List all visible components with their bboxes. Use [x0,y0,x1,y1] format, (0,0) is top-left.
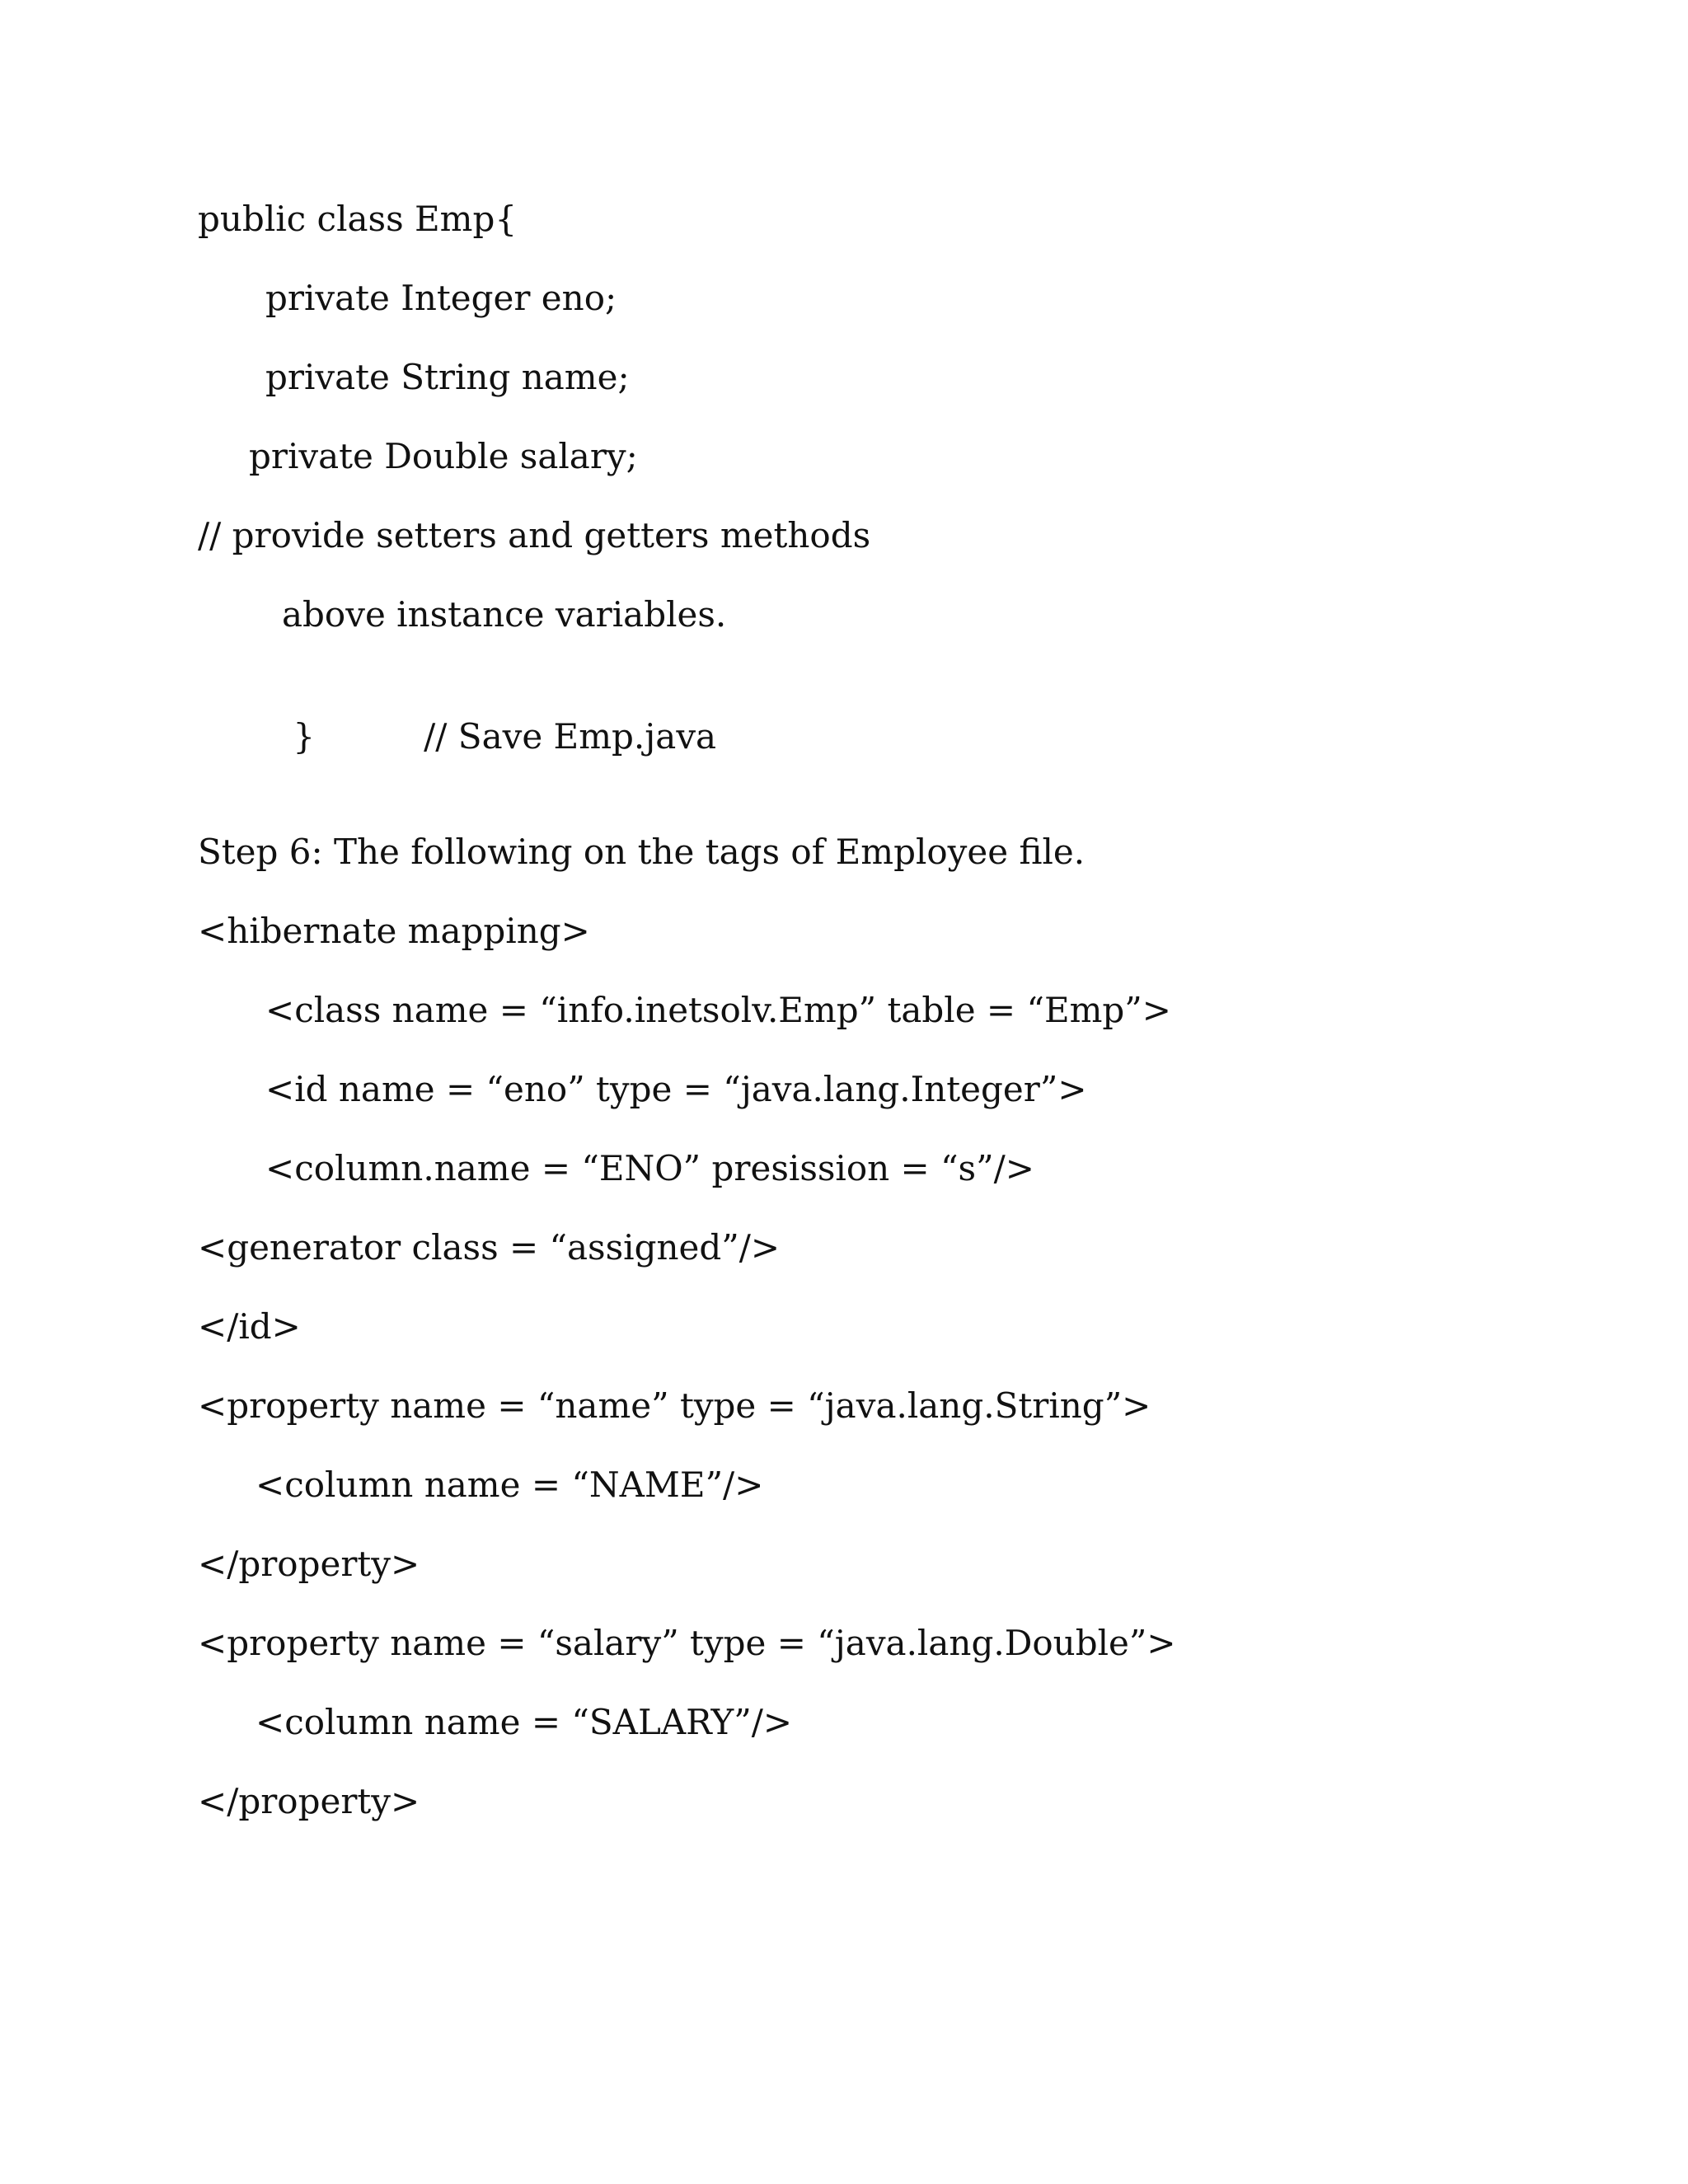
java-field-name: private String name; [265,357,630,397]
java-class-declaration: public class Emp{ [198,199,518,239]
java-field-salary: private Double salary; [249,436,638,476]
java-comment-continuation: above instance variables. [282,594,727,635]
java-comment-getters-setters: // provide setters and getters methods [198,515,871,555]
xml-hibernate-mapping-open: <hibernate mapping> [198,911,590,951]
xml-id-tag: <id name = “eno” type = “java.lang.Integer”> [265,1069,1087,1109]
xml-property-name-close: </property> [198,1544,420,1584]
xml-class-tag: <class name = “info.inetsolv.Emp” table = “Emp”> [265,990,1171,1030]
xml-name-column-tag: <column name = “NAME”/> [256,1465,764,1505]
xml-id-close-tag: </id> [198,1306,301,1347]
xml-property-name-open: <property name = “name” type = “java.lang.String”> [198,1385,1151,1426]
xml-salary-column-tag: <column name = “SALARY”/> [256,1702,793,1742]
xml-id-column-tag: <column.name = “ENO” presission = “s”/> [265,1148,1034,1188]
java-class-closing-line [249,673,716,801]
xml-property-salary-open: <property name = “salary” type = “java.lang.Double”> [198,1623,1176,1663]
java-save-comment: // Save Emp.java [424,716,717,757]
xml-generator-tag: <generator class = “assigned”/> [198,1227,781,1268]
java-field-eno: private Integer eno; [265,278,617,318]
step-heading: Step 6: The following on the tags of Employee file. [198,832,1085,872]
xml-property-salary-close: </property> [198,1781,420,1821]
java-closing-brace: } [293,716,316,757]
